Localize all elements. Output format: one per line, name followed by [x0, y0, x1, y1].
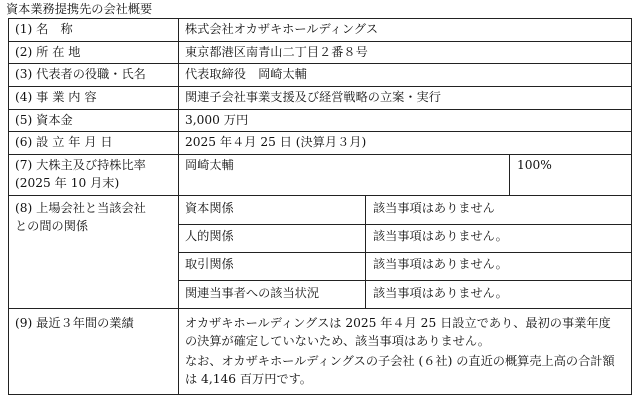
label-established: (6) 設 立 年 月 日 [15, 135, 113, 149]
performance-paragraph: オカザキホールディングスは 2025 年４月 25 日設立であり、最初の事業年度の決算が確定していないため、該当事項はありません。 [185, 316, 611, 348]
label-shareholders-date: (2025 年 10 月末) [15, 176, 120, 190]
label-capital: (5) 資本金 [15, 113, 73, 127]
label-name: (1) 名 称 [15, 22, 73, 36]
value-representative: 代表取締役 岡崎太輔 [185, 67, 307, 81]
row-business [9, 86, 631, 109]
row-shareholders [9, 154, 631, 195]
value-capital: 3,000 万円 [185, 113, 249, 127]
relationship-value: 該当事項はありません。 [373, 286, 508, 300]
value-shareholder-name: 岡崎太輔 [185, 158, 234, 172]
label-shareholders: (7) 大株主及び持株比率 [15, 158, 146, 172]
label-performance: (9) 最近３年間の業績 [15, 316, 134, 330]
relationship-type: 関連当事者への該当状況 [185, 286, 320, 300]
row-representative [9, 63, 631, 86]
relationship-value: 該当事項はありません。 [373, 229, 508, 243]
performance-note: なお、オカザキホールディングスの子会社 (６社) の直近の概算売上高の合計額は 4,146 百万円です。 [185, 354, 615, 386]
row-name [9, 19, 631, 41]
relationship-type: 取引関係 [185, 257, 234, 271]
value-name: 株式会社オカザキホールディングス [185, 22, 379, 36]
row-relationship [9, 195, 631, 308]
label-address: (2) 所 在 地 [15, 45, 81, 59]
relationship-value: 該当事項はありません [373, 201, 495, 215]
company-overview-table [8, 18, 632, 395]
row-address [9, 41, 631, 63]
section-heading: 資本業務提携先の会社概要 [6, 2, 153, 16]
value-shareholding-ratio: 100% [517, 158, 552, 172]
label-business: (4) 事 業 内 容 [15, 90, 97, 104]
relationship-type: 資本関係 [185, 201, 234, 215]
value-business: 関連子会社事業支援及び経営戦略の立案・実行 [185, 90, 441, 104]
label-relationship-cont: との間の関係 [15, 219, 89, 233]
label-representative: (3) 代表者の役職・氏名 [15, 67, 146, 81]
row-established [9, 131, 631, 154]
label-relationship: (8) 上場会社と当該会社 [15, 201, 146, 215]
value-address: 東京都港区南青山二丁目２番８号 [185, 45, 368, 59]
relationship-value: 該当事項はありません。 [373, 257, 508, 271]
row-capital [9, 109, 631, 131]
row-performance [9, 308, 631, 394]
relationship-type: 人的関係 [185, 229, 234, 243]
value-established: 2025 年４月 25 日 (決算月３月) [185, 135, 367, 149]
